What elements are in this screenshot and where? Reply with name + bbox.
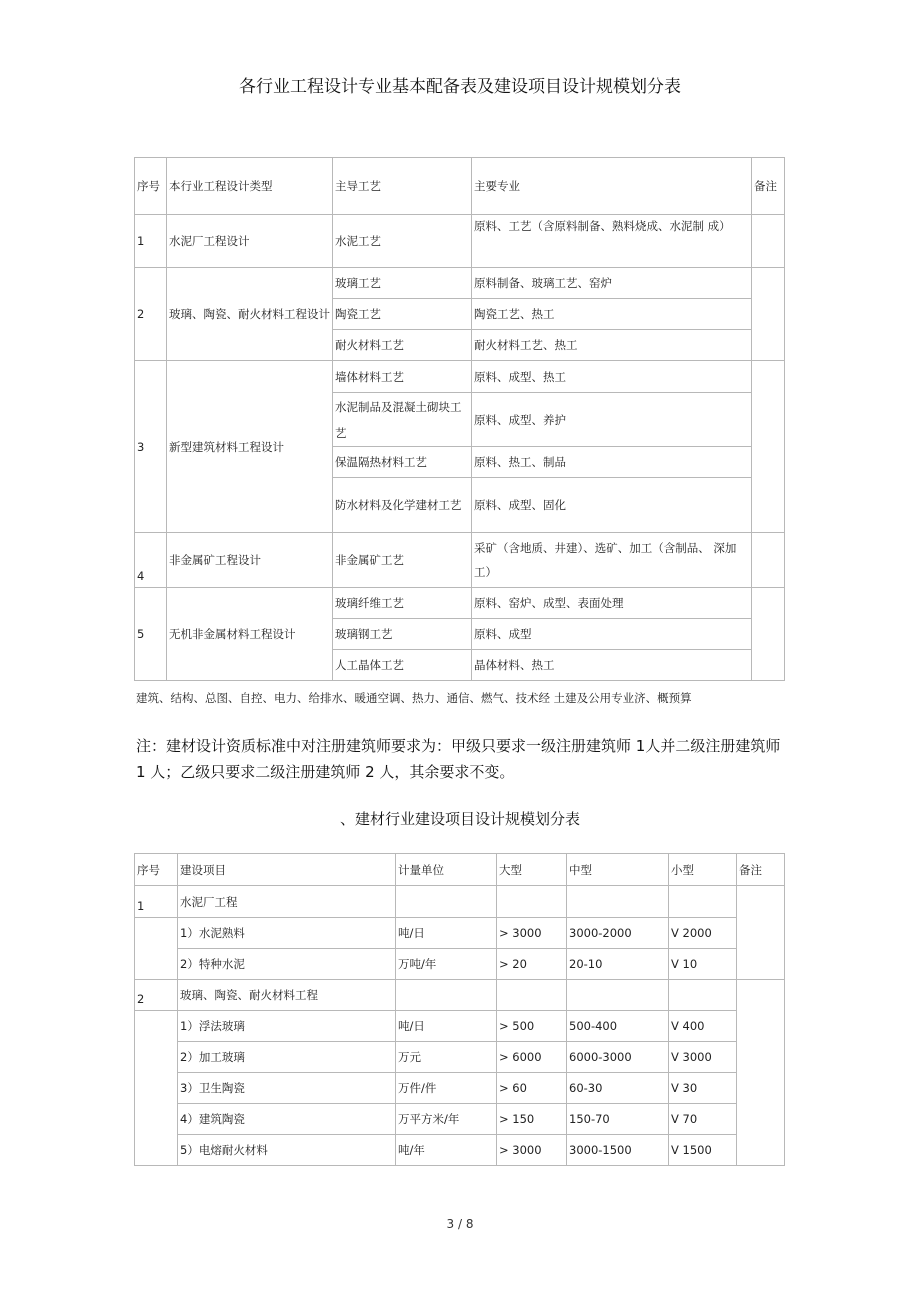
row-medium: 20-10: [567, 949, 669, 980]
row-type: 新型建筑材料工程设计: [167, 361, 333, 533]
row-remark: [752, 361, 785, 533]
table-row: [135, 361, 785, 393]
row-item: 1）浮法玻璃: [178, 1011, 396, 1042]
header-small: 小型: [669, 854, 737, 886]
group-name: 玻璃、陶瓷、耐火材料工程: [178, 980, 396, 1011]
row-remark: [737, 886, 785, 980]
row-large: > 6000: [497, 1042, 567, 1073]
row-no: 3: [135, 361, 167, 533]
header-item: 建设项目: [178, 854, 396, 886]
table-row: [135, 1042, 785, 1073]
row-unit: 万吨/年: [396, 949, 497, 980]
row-type: 无机非金属材料工程设计: [167, 588, 333, 681]
header-remark: 备注: [737, 854, 785, 886]
group-no: 1: [135, 886, 178, 918]
header-no: 序号: [135, 158, 167, 215]
row-small: V 1500: [669, 1135, 737, 1166]
row-item: 4）建筑陶瓷: [178, 1104, 396, 1135]
row-item: 2）特种水泥: [178, 949, 396, 980]
table-row: [135, 588, 785, 619]
row-large: > 3000: [497, 1135, 567, 1166]
table-group-row: [135, 980, 785, 1011]
table-row: [135, 949, 785, 980]
table-row: [135, 533, 785, 588]
row-unit: 吨/日: [396, 918, 497, 949]
header-craft: 主导工艺: [333, 158, 472, 215]
row-craft: 玻璃工艺: [333, 268, 472, 299]
table-row: [135, 215, 785, 268]
header-remark: 备注: [752, 158, 785, 215]
row-major: 耐火材料工艺、热工: [472, 330, 752, 361]
row-major: 原料、工艺（含原料制备、熟料烧成、水泥制 成）: [472, 215, 752, 268]
row-unit: 万元: [396, 1042, 497, 1073]
row-remark: [752, 588, 785, 681]
row-item: 5）电熔耐火材料: [178, 1135, 396, 1166]
row-remark: [752, 268, 785, 361]
row-small: V 70: [669, 1104, 737, 1135]
row-no: 2: [135, 268, 167, 361]
row-craft: 人工晶体工艺: [333, 650, 472, 681]
section-subtitle: 、建材行业建设项目设计规模划分表: [339, 810, 580, 828]
row-small: V 2000: [669, 918, 737, 949]
design-major-table: [134, 157, 785, 681]
row-medium: 500-400: [567, 1011, 669, 1042]
row-craft: 陶瓷工艺: [333, 299, 472, 330]
row-no: 1: [135, 215, 167, 268]
header-medium: 中型: [567, 854, 669, 886]
row-major: 原料、热工、制品: [472, 447, 752, 478]
table-row: [135, 918, 785, 949]
table-header-row: [135, 158, 785, 215]
row-medium: 3000-2000: [567, 918, 669, 949]
row-remark: [752, 533, 785, 588]
table-group-row: [135, 886, 785, 918]
row-unit: 万平方米/年: [396, 1104, 497, 1135]
row-major: 原料、窑炉、成型、表面处理: [472, 588, 752, 619]
note-paragraph: 注：建材设计资质标准中对注册建筑师要求为：甲级只要求一级注册建筑师 1人并二级注册建筑师 1 人；乙级只要求二级注册建筑师 2 人，其余要求不变。: [136, 737, 781, 781]
common-majors-line: 建筑、结构、总图、自控、电力、给排水、暖通空调、热力、通信、燃气、技术经 土建及公用专业济、概预算: [136, 691, 692, 705]
row-large: > 60: [497, 1073, 567, 1104]
row-large: > 20: [497, 949, 567, 980]
row-major: 原料、成型、固化: [472, 478, 752, 533]
row-craft: 水泥工艺: [333, 215, 472, 268]
header-type: 本行业工程设计类型: [167, 158, 333, 215]
row-craft: 玻璃纤维工艺: [333, 588, 472, 619]
table-row: [135, 1011, 785, 1042]
row-type: 水泥厂工程设计: [167, 215, 333, 268]
row-item: 3）卫生陶瓷: [178, 1073, 396, 1104]
row-type: 非金属矿工程设计: [167, 533, 333, 588]
row-small: V 400: [669, 1011, 737, 1042]
row-unit: 吨/日: [396, 1011, 497, 1042]
row-medium: 150-70: [567, 1104, 669, 1135]
header-large: 大型: [497, 854, 567, 886]
row-craft: 耐火材料工艺: [333, 330, 472, 361]
project-scale-table: [134, 853, 785, 1166]
row-no: 4: [135, 533, 167, 588]
page-title: 各行业工程设计专业基本配备表及建设项目设计规模划分表: [239, 77, 681, 97]
row-item: 1）水泥熟料: [178, 918, 396, 949]
row-unit: 万件/件: [396, 1073, 497, 1104]
row-large: > 3000: [497, 918, 567, 949]
row-major: 陶瓷工艺、热工: [472, 299, 752, 330]
row-medium: 6000-3000: [567, 1042, 669, 1073]
row-small: V 3000: [669, 1042, 737, 1073]
row-craft: 玻璃钢工艺: [333, 619, 472, 650]
row-major: 原料、成型: [472, 619, 752, 650]
row-unit: 吨/年: [396, 1135, 497, 1166]
row-type: 玻璃、陶瓷、耐火材料工程设计: [167, 268, 333, 361]
header-unit: 计量单位: [396, 854, 497, 886]
table-row: [135, 1135, 785, 1166]
row-craft: 非金属矿工艺: [333, 533, 472, 588]
row-major: 原料制备、玻璃工艺、窑炉: [472, 268, 752, 299]
table-row: [135, 268, 785, 299]
row-craft: 水泥制品及混凝土砌块工艺: [333, 393, 472, 447]
group-no: 2: [135, 980, 178, 1011]
row-remark: [737, 980, 785, 1166]
page-number: 3 / 8: [446, 1217, 474, 1231]
row-craft: 防水材料及化学建材工艺: [333, 478, 472, 533]
row-small: V 10: [669, 949, 737, 980]
row-small: V 30: [669, 1073, 737, 1104]
row-medium: 3000-1500: [567, 1135, 669, 1166]
row-item: 2）加工玻璃: [178, 1042, 396, 1073]
row-major: 原料、成型、热工: [472, 361, 752, 393]
row-remark: [752, 215, 785, 268]
row-major: 晶体材料、热工: [472, 650, 752, 681]
table-header-row: [135, 854, 785, 886]
row-major: 原料、成型、养护: [472, 393, 752, 447]
row-craft: 墙体材料工艺: [333, 361, 472, 393]
row-large: > 500: [497, 1011, 567, 1042]
row-large: > 150: [497, 1104, 567, 1135]
row-medium: 60-30: [567, 1073, 669, 1104]
table-row: [135, 1104, 785, 1135]
row-major: 采矿（含地质、井建）、选矿、加工（含制品、 深加工）: [472, 533, 752, 588]
header-no: 序号: [135, 854, 178, 886]
header-major: 主要专业: [472, 158, 752, 215]
row-no: 5: [135, 588, 167, 681]
group-name: 水泥厂工程: [178, 886, 396, 918]
table-row: [135, 1073, 785, 1104]
row-craft: 保温隔热材料工艺: [333, 447, 472, 478]
